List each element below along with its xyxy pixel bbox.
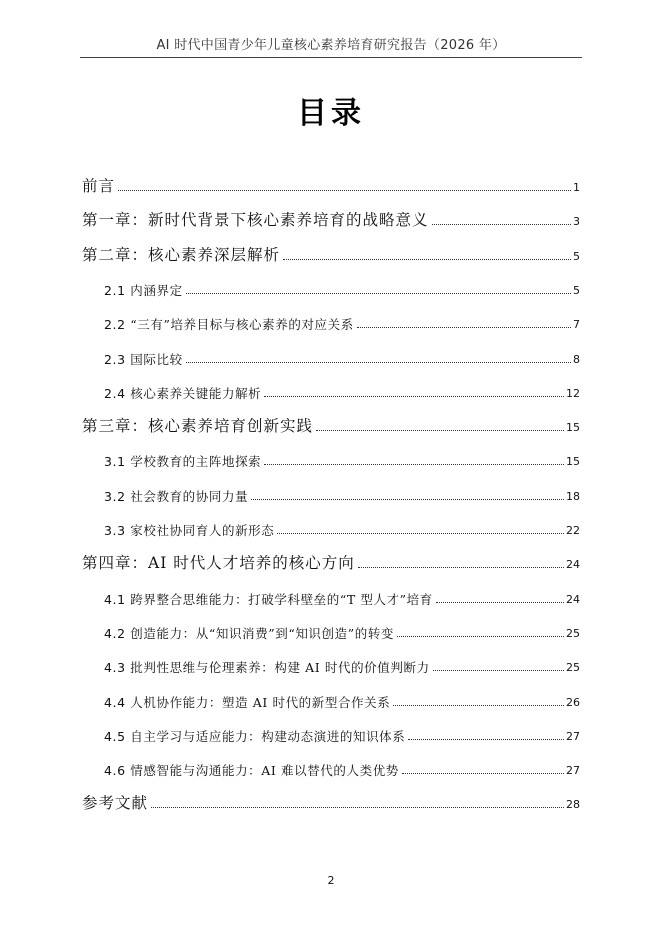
- toc-entry-text: 家校社协同育人的新形态: [130, 523, 275, 538]
- toc-entry[interactable]: [82, 787, 580, 813]
- toc-entry-text: “三有”培养目标与核心素养的对应关系: [130, 317, 354, 333]
- toc-dot-leader: [251, 499, 564, 500]
- toc-entry[interactable]: [104, 650, 580, 676]
- toc-entry-number: 2.2: [104, 317, 131, 333]
- toc-entry[interactable]: [104, 376, 580, 402]
- toc-dot-leader: [186, 362, 571, 363]
- toc-entry[interactable]: [104, 753, 580, 779]
- toc-entry-title: [82, 551, 355, 573]
- toc-dot-leader: [151, 807, 564, 808]
- toc-entry-title: [104, 350, 183, 368]
- toc-entry[interactable]: [82, 547, 580, 573]
- toc-entry-title: [104, 281, 183, 299]
- toc-entry-page: 5: [573, 283, 580, 297]
- toc-entry-title: [82, 414, 313, 436]
- toc-dot-leader: [397, 636, 564, 637]
- toc-entry-number: 3.3: [104, 523, 131, 538]
- toc-entry[interactable]: [82, 410, 580, 436]
- toc-dot-leader: [408, 739, 564, 740]
- toc-entry-page: 26: [566, 695, 580, 709]
- toc-entry-title: [104, 315, 354, 333]
- toc-entry[interactable]: [104, 273, 580, 299]
- toc-entry-title: [82, 243, 280, 265]
- toc-entry-number: 4.2: [104, 625, 131, 641]
- toc-dot-leader: [118, 190, 571, 191]
- toc-entry-text: 自主学习与适应能力：构建动态演进的知识体系: [130, 728, 406, 744]
- page-number: 2: [327, 874, 335, 887]
- toc-entry-page: 28: [566, 798, 580, 812]
- toc-entry[interactable]: [104, 342, 580, 368]
- toc-entry-page: 3: [573, 215, 580, 229]
- toc-dot-leader: [433, 670, 564, 671]
- toc-entry[interactable]: [104, 479, 580, 505]
- toc-entry-page: 24: [566, 558, 580, 572]
- toc-entry-page: 8: [573, 352, 580, 366]
- toc-dot-leader: [393, 705, 564, 706]
- toc-entry-text: 批判性思维与伦理素养：构建 AI 时代的价值判断力: [130, 660, 430, 676]
- toc-dot-leader: [436, 602, 564, 603]
- toc-entry-number: 4.5: [104, 728, 131, 744]
- toc-entry-page: 24: [566, 592, 580, 606]
- toc-entry-number: 2.3: [104, 351, 131, 367]
- toc-entry-number: 3.2: [104, 488, 131, 504]
- toc-entry-text: 内涵界定: [130, 282, 183, 298]
- toc-entry-number: 2.4: [104, 385, 131, 401]
- toc-entry-page: 25: [566, 626, 580, 640]
- toc-entry[interactable]: [104, 444, 580, 470]
- toc-entry-title: [104, 521, 274, 539]
- toc-entry-page: 1: [573, 181, 580, 194]
- toc-entry-title: [104, 658, 430, 676]
- toc-entry-title: [104, 693, 390, 711]
- toc-entry-page: 15: [566, 455, 580, 469]
- toc-entry-title: [104, 624, 394, 642]
- toc-dot-leader: [264, 396, 564, 397]
- toc-entry-text: 第一章：新时代背景下核心素养培育的战略意义: [82, 211, 429, 230]
- toc-dot-leader: [264, 464, 564, 465]
- toc-entry-title: [104, 452, 261, 470]
- toc-entry-number: 2.1: [104, 282, 131, 298]
- toc-entry-number: 3.1: [104, 454, 131, 470]
- toc-entry-title: [104, 761, 399, 779]
- toc-entry-number: 4.1: [104, 591, 131, 607]
- toc-entry-text: 跨界整合思维能力：打破学科壁垒的“T 型人才”培育: [130, 591, 433, 607]
- toc-dot-leader: [316, 430, 564, 431]
- toc-dot-leader: [402, 773, 564, 774]
- toc-dot-leader: [358, 567, 564, 568]
- toc-dot-leader: [357, 327, 571, 328]
- toc-entry-page: 27: [566, 729, 580, 743]
- toc-entry[interactable]: [104, 513, 580, 539]
- toc-entry-page: 5: [573, 249, 580, 263]
- toc-entry-page: 18: [566, 489, 580, 503]
- toc-dot-leader: [277, 533, 564, 534]
- toc-entry-page: 27: [566, 764, 580, 778]
- toc-entry[interactable]: [82, 170, 580, 196]
- toc-entry-text: 创造能力：从“知识消费”到“知识创造”的转变: [130, 625, 395, 641]
- toc-entry-text: 国际比较: [130, 351, 183, 367]
- toc-entry-page: 25: [566, 661, 580, 675]
- toc-entry[interactable]: [104, 307, 580, 333]
- toc-entry-title: [104, 727, 405, 745]
- toc-entry[interactable]: [104, 719, 580, 745]
- toc-entry-page: 12: [566, 386, 580, 400]
- toc-entry-number: 4.6: [104, 763, 131, 779]
- toc-entry-text: 第三章：核心素养培育创新实践: [82, 417, 314, 436]
- toc-entry-number: 4.4: [104, 694, 131, 710]
- toc-dot-leader: [186, 293, 571, 294]
- toc-entry-title: [104, 487, 248, 505]
- toc-entry-title: [104, 384, 261, 402]
- toc-entry-page: 22: [566, 524, 580, 537]
- toc-entry-page: 15: [566, 421, 580, 435]
- toc-entry-text: 第二章：核心素养深层解析: [82, 245, 281, 264]
- toc-entry-text: 第四章：AI 时代人才培养的核心方向: [82, 554, 355, 573]
- toc-entry-page: 7: [573, 318, 580, 332]
- toc-entry[interactable]: [82, 239, 580, 265]
- toc-entry-text: 核心素养关键能力解析: [130, 385, 262, 401]
- toc-entry-number: 4.3: [104, 660, 131, 676]
- toc-entry-title: [82, 174, 115, 196]
- running-header: AI 时代中国青少年儿童核心素养培育研究报告（2026 年）: [156, 38, 506, 53]
- toc-entry[interactable]: [82, 204, 580, 230]
- toc-title: 目录: [297, 96, 365, 131]
- toc-entry[interactable]: [104, 616, 580, 642]
- toc-entry-text: 参考文献: [82, 794, 149, 813]
- toc-entry-text: 社会教育的协同力量: [130, 488, 249, 504]
- toc-entry-title: [104, 590, 433, 608]
- toc-entry-text: 前言: [82, 177, 116, 195]
- toc-entry-text: 情感智能与沟通能力：AI 难以替代的人类优势: [130, 763, 399, 779]
- toc-entry-title: [82, 208, 429, 230]
- header-rule: [80, 57, 582, 58]
- toc-entry[interactable]: [104, 685, 580, 711]
- toc-dot-leader: [283, 259, 571, 260]
- toc-entry-text: 人机协作能力：塑造 AI 时代的新型合作关系: [130, 694, 391, 710]
- toc-entry[interactable]: [104, 582, 580, 608]
- toc-dot-leader: [432, 224, 571, 225]
- toc-entry-title: [82, 791, 148, 813]
- toc-entry-text: 学校教育的主阵地探索: [130, 454, 262, 470]
